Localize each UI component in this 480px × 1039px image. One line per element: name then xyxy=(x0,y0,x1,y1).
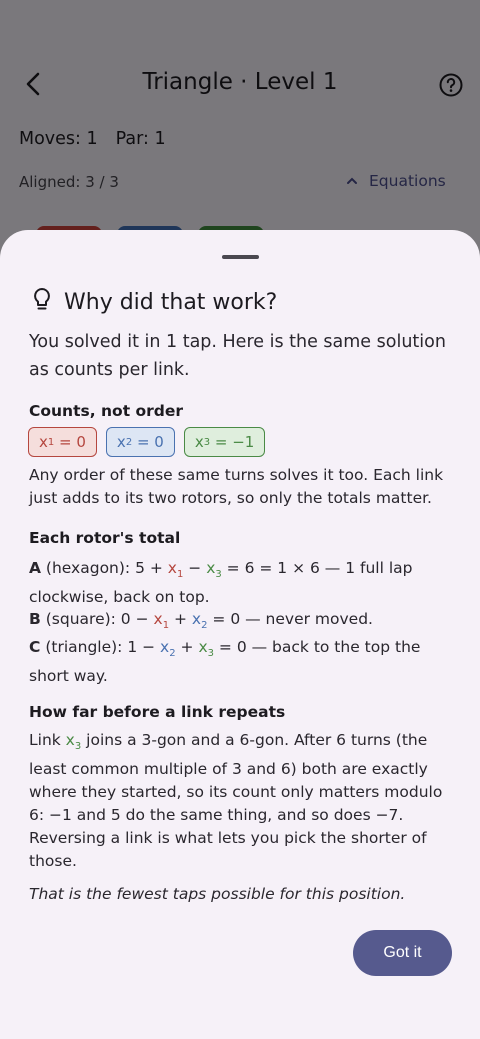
repeat-explanation: Link $x_3$ joins a 3-gon and a 6-gon. After 6 turns (the least common multiple of 3 and 6) both are exactly where they started, so its count only matters modulo 6: −1 and 5 do the same thing, and so does −7. Reversing a link is what lets you pick the shorter of those. xyxy=(29,731,448,871)
explanation-bottom-sheet xyxy=(0,230,480,1039)
rotor-c-total: C (triangle): $1 - x_2 + x_3 = 0$ — back to the top the short way. xyxy=(29,638,426,686)
rotor-a-total: A (hexagon): $5 + x_1 - x_3 = 6 = 1 \times 6$ — 1 full lap clockwise, back on top. xyxy=(29,559,418,607)
count-chip-x1: x 1 = 0 xyxy=(28,427,97,457)
rotor-b-total: B (square): $0 - x_1 + x_2 = 0$ — never moved. xyxy=(29,610,373,632)
lightbulb-icon xyxy=(30,286,54,318)
count-chip-x3: x 3 = −1 xyxy=(184,427,265,457)
count-chip-x2: x 2 = 0 xyxy=(106,427,175,457)
intro-text: You solved it in 1 tap. Here is the same solution as counts per link. xyxy=(29,332,446,380)
count-chips xyxy=(28,427,265,457)
counts-explanation: Any order of these same turns solves it too. Each link just adds to its two rotors, so only the totals matter. xyxy=(29,466,444,507)
got-it-button[interactable]: Got it xyxy=(353,930,452,976)
sheet-heading: Why did that work? xyxy=(64,289,278,315)
counts-heading: Counts, not order xyxy=(29,402,184,420)
totals-heading: Each rotor's total xyxy=(29,529,181,547)
repeat-heading: How far before a link repeats xyxy=(29,703,286,721)
drag-handle[interactable] xyxy=(222,255,259,259)
fewest-taps-note: That is the fewest taps possible for this position. xyxy=(29,885,406,903)
sheet-title xyxy=(30,286,277,318)
